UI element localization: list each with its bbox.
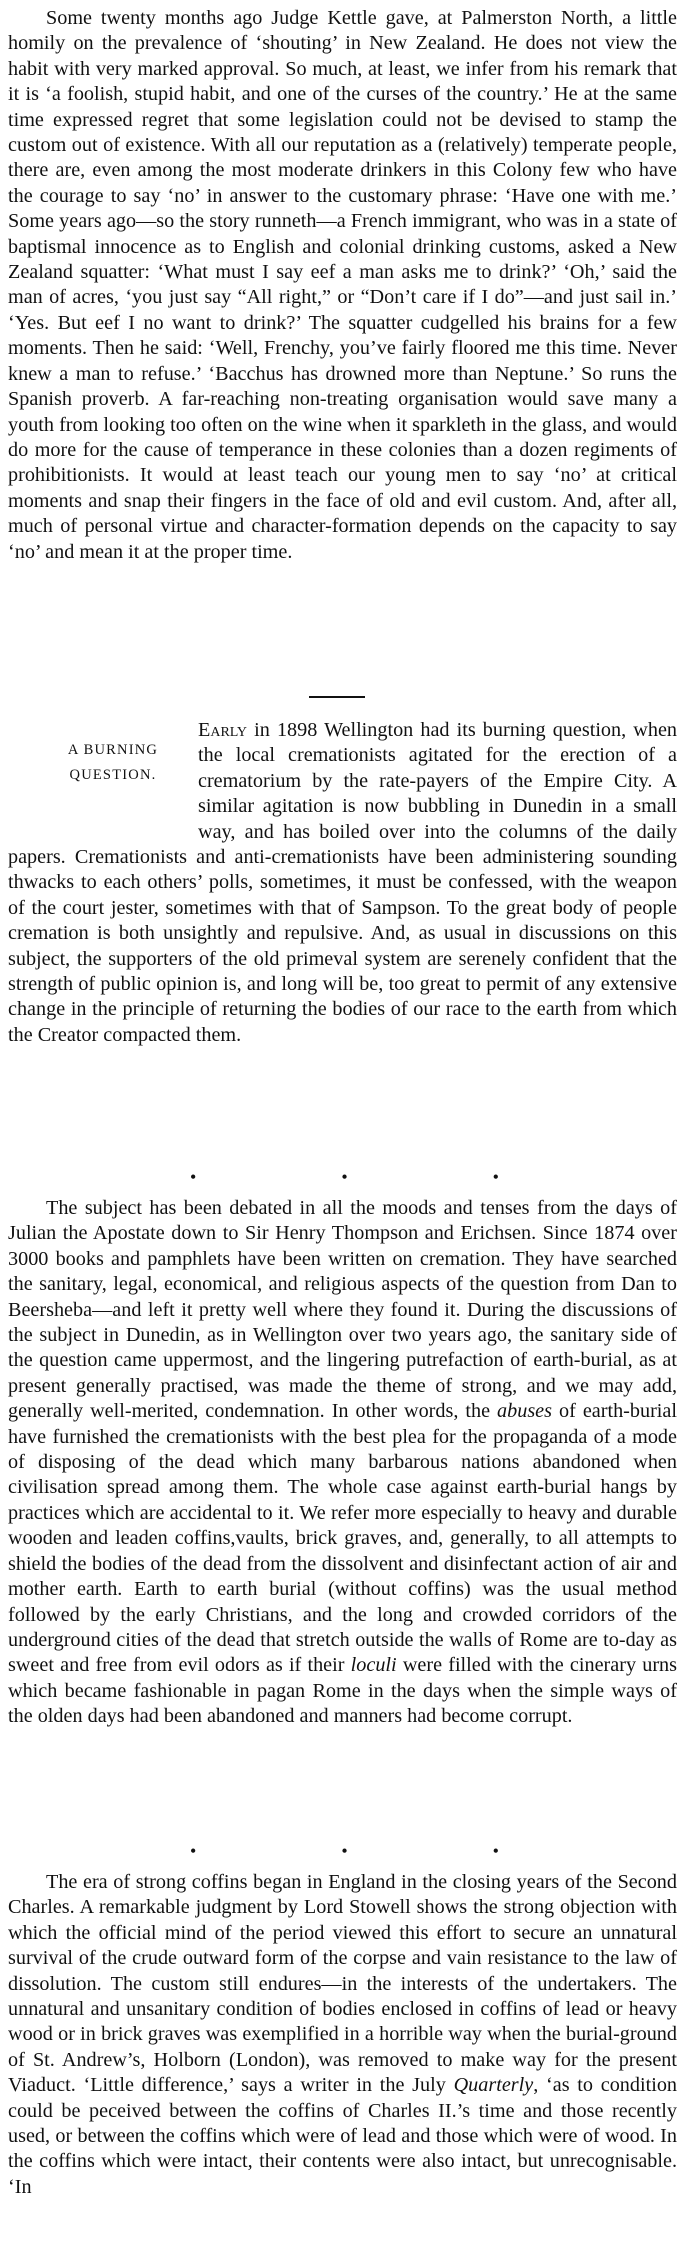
section-divider-rule bbox=[309, 696, 365, 698]
paragraph-burning-question-text: in 1898 Wellington had its burning question, when the local cremationists agitated for the erection of a crematorium by the rate-payers of the Empire City. A similar agitation is now bubbling in Dunedin in a small way, and has boiled over into the columns of the daily papers. Cremationists and anti-cremationists have been administering sounding thwacks to each others’ polls, sometimes, it must be confessed, with the weapon of the court jester, sometimes with that of Sampson. To the great body of people cremation is both unsightly and repulsive. And, as usual in discussions on this subject, the supporters of the old primeval system are serenely confident that the strength of public opinion is, and long will be, too great to permit of any extensive change in the principle of returning the bodies of our race to the earth from which the Creator compacted them. bbox=[8, 719, 677, 1046]
divider-star: • bbox=[190, 1841, 197, 1861]
side-heading-spacer bbox=[8, 718, 198, 820]
article-section-shouting bbox=[0, 6, 689, 565]
italic-loculi: loculi bbox=[350, 1654, 397, 1677]
ornamental-divider-1 bbox=[0, 1168, 689, 1186]
side-heading-line-1: A BURNING bbox=[67, 742, 159, 758]
article-section-burning-question bbox=[0, 718, 689, 1048]
ornamental-divider-2 bbox=[0, 1842, 689, 1860]
paragraph-debate-text-3: were filled with the cinerary urns which became fashionable in pagan Rome in the days when the simple ways of the olden days had been abandoned and manners had become corrupt. bbox=[8, 1654, 678, 1728]
italic-abuses: abuses bbox=[497, 1400, 553, 1423]
divider-star: • bbox=[190, 1167, 197, 1187]
lead-word: Early bbox=[198, 719, 248, 741]
side-heading-line-2: QUESTION. bbox=[69, 767, 157, 783]
divider-star: • bbox=[492, 1841, 499, 1861]
divider-star: • bbox=[341, 1841, 348, 1861]
paragraph-shouting: Some twenty months ago Judge Kettle gave, at Palmerston North, a little homily on the prevalence of ‘shouting’ in New Zealand. He does not view the habit with very marked approval. So much, at least, we infer from his remark that it is ‘a foolish, stupid habit, and one of the curses of the country.’ He at the same time expressed regret that some legislation could not be devised to stamp the custom out of existence. With all our reputation as a (relatively) temperate people, there are, even among the most moderate drinkers in this Colony few who have the courage to say ‘no’ in answer to the customary phrase: ‘Have one with me.’ Some years ago—so the story runneth—a French immigrant, who was in a state of baptismal innocence as to English and colonial drinking customs, asked a New Zealand squatter: ‘What must I say eef a man asks me to drink?’ ‘Oh,’ said the man of acres, ‘you just say “All right,” or “Don’t care if I do”—and just sail in.’ ‘Yes. But eef I no want to drink?’ The squatter cudgelled his brains for a few moments. Then he said: ‘Well, Frenchy, you’ve fairly floored me this time. Never knew a man to refuse.’ ‘Bacchus has drowned more than Neptune.’ So runs the Spanish proverb. A far-reaching non-treating organisation would save many a youth from looking too often on the wine when it sparkleth in the glass, and would do more for the cause of temperance in these colonies than a dozen regiments of prohibitionists. It would at least teach our young men to say ‘no’ at critical moments and snap their fingers in the face of old and evil custom. And, after all, much of personal virtue and character-formation depends on the capacity to say ‘no’ and mean it at the proper time. bbox=[8, 7, 677, 563]
divider-star: • bbox=[341, 1167, 348, 1187]
paragraph-debate-text-1: The subject has been debated in all the moods and tenses from the days of Julian the Apostate down to Sir Henry Thompson and Erichsen. Since 1874 over 3000 books and pamphlets have been written on cremation. They have searched the sanitary, legal, economical, and religious aspects of the question from Dan to Beersheba—and left it pretty well where they found it. During the discussions of the subject in Dunedin, as in Wellington over two years ago, the sanitary side of the question came uppermost, and the lingering putrefaction of earth-burial, as at present generally practised, was made the theme of strong, and we may add, generally well-merited, condemnation. In other words, the bbox=[8, 1197, 677, 1423]
paragraph-coffins-text-2: , ‘as to condition could be peceived between the coffins of Charles II.’s time and those recently used, or between the coffins which were of lead and those which were of wood. In the coffins which were intact, their contents were also intact, but unrecognisable. ‘In bbox=[8, 2074, 678, 2198]
paragraph-coffins bbox=[8, 1870, 677, 2200]
divider-star: • bbox=[492, 1167, 499, 1187]
paragraph-debate bbox=[8, 1196, 677, 1730]
italic-quarterly: Quarterly bbox=[453, 2074, 534, 2097]
paragraph-debate-text-2: of earth-burial have furnished the cremationists with the best plea for the propaganda of a mode of disposing of the dead which many barbarous nations abandoned when civilisation spread among them. The whole case against earth-burial hangs by practices which are accidental to it. We refer more especially to heavy and durable wooden and leaden coffins,vaults, brick graves, and, generally, to all attempts to shield the bodies of the dead from the dissolvent and disinfectant action of air and mother earth. Earth to earth burial (without coffins) was the usual method followed by the early Christians, and the long and crowded corridors of the underground cities of the dead that stretch outside the walls of Rome are to-day as sweet and free from evil odors as if their bbox=[8, 1400, 677, 1677]
article-section-debate bbox=[0, 1196, 689, 1730]
article-section-coffins bbox=[0, 1870, 689, 2200]
paragraph-coffins-text-1: The era of strong coffins began in England in the closing years of the Second Charles. A remarkable judgment by Lord Stowell shows the strong objection with which the official mind of the period viewed this effort to secure an unnatural survival of the crude outward form of the corpse and vain resistance to the law of dissolution. The custom still endures—in the interests of the undertakers. The unnatural and unsanitary condition of bodies enclosed in coffins of lead or heavy wood or in brick graves was exemplified in a horrible way when the burial-ground of St. Andrew’s, Holborn (London), was removed to make way for the present Viaduct. ‘Little difference,’ says a writer in the July bbox=[8, 1871, 677, 2097]
